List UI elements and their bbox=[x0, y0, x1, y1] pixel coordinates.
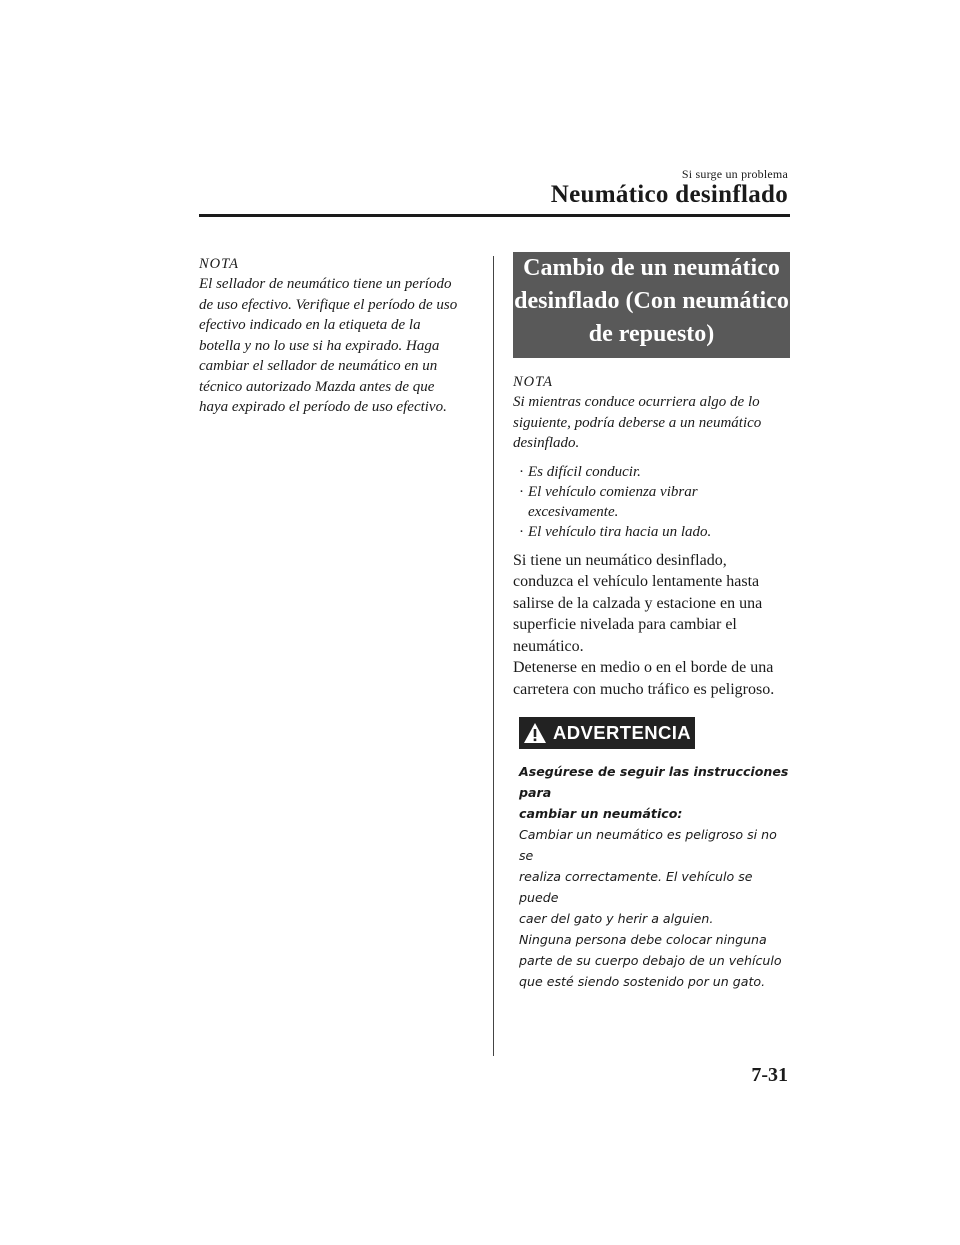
body-line: carretera con mucho tráfico es peligroso. bbox=[513, 681, 775, 699]
bullet-item bbox=[513, 522, 790, 542]
bullet-dot-icon: · bbox=[519, 463, 524, 480]
warning-label: ADVERTENCIA bbox=[553, 721, 692, 743]
warning-body bbox=[519, 761, 790, 992]
bullet-continuation bbox=[513, 502, 790, 522]
section-heading-line: Cambio de un neumático bbox=[523, 255, 780, 281]
body-line: neumático. bbox=[513, 637, 584, 655]
warning-triangle-icon bbox=[523, 722, 547, 744]
body-line: Detenerse en medio o en el borde de una bbox=[513, 659, 774, 677]
warning-text-line: realiza correctamente. El vehículo se puede bbox=[519, 868, 753, 905]
bullet-item bbox=[513, 482, 790, 502]
note-line: Si mientras conduce ocurriera algo de lo bbox=[513, 394, 760, 410]
body-line: superficie nivelada para cambiar el bbox=[513, 616, 737, 634]
body-line: Si tiene un neumático desinflado, bbox=[513, 551, 727, 569]
header-section-label: Si surge un problema bbox=[681, 167, 788, 181]
header-rule bbox=[199, 214, 790, 217]
bullet-text: excesivamente. bbox=[528, 503, 619, 520]
column-divider bbox=[493, 256, 494, 1056]
note-line: efectivo indicado en la etiqueta de la bbox=[199, 317, 421, 333]
note-line: siguiente, podría deberse a un neumático bbox=[513, 414, 762, 431]
header-title: Neumático desinflado bbox=[550, 181, 788, 208]
warning-text-line: Cambiar un neumático es peligroso si no se bbox=[519, 826, 777, 863]
bullet-list bbox=[513, 462, 790, 542]
left-column bbox=[199, 254, 479, 418]
bullet-text: El vehículo comienza vibrar bbox=[528, 483, 698, 500]
body-paragraph bbox=[513, 550, 790, 701]
warning-title-line: Asegúrese de seguir las instrucciones para bbox=[519, 763, 789, 800]
section-heading-line: de repuesto) bbox=[588, 321, 715, 347]
bullet-dot-icon: · bbox=[519, 523, 524, 540]
note-line: desinflado. bbox=[513, 435, 580, 451]
bullet-text: Es difícil conducir. bbox=[528, 463, 641, 480]
bullet-dot-icon: · bbox=[519, 483, 524, 500]
warning-text-line: Ninguna persona debe colocar ninguna bbox=[519, 931, 767, 947]
section-heading-line: desinflado (Con neumático bbox=[514, 288, 789, 314]
page-number: 7-31 bbox=[751, 1064, 788, 1086]
warning-text-line: que esté siendo sostenido por un gato. bbox=[519, 973, 766, 989]
bullet-item bbox=[513, 462, 790, 482]
bullet-text: El vehículo tira hacia un lado. bbox=[528, 523, 712, 540]
note-line: de uso efectivo. Verifique el período de uso bbox=[199, 296, 458, 313]
note-line: cambiar el sellador de neumático en un bbox=[199, 358, 438, 374]
note-line: El sellador de neumático tiene un período bbox=[199, 276, 452, 292]
section-heading bbox=[513, 252, 790, 358]
warning-title-line: cambiar un neumático: bbox=[519, 805, 683, 821]
right-column bbox=[513, 252, 790, 992]
body-line: conduzca el vehículo lentamente hasta bbox=[513, 573, 760, 591]
note-line: botella y no lo use si ha expirado. Haga bbox=[199, 337, 440, 354]
note-label: NOTA bbox=[199, 256, 239, 272]
body-line: salirse de la calzada y estacione en una bbox=[513, 594, 763, 612]
warning-block bbox=[519, 717, 790, 992]
warning-text-line: parte de su cuerpo debajo de un vehículo bbox=[519, 952, 782, 968]
note-label: NOTA bbox=[513, 374, 553, 390]
note-line: técnico autorizado Mazda antes de que bbox=[199, 378, 435, 395]
note-line: haya expirado el período de uso efectivo. bbox=[199, 399, 447, 415]
note-text bbox=[513, 392, 790, 454]
warning-badge bbox=[519, 717, 695, 749]
note-text bbox=[199, 274, 479, 418]
warning-text-line: caer del gato y herir a alguien. bbox=[519, 910, 714, 926]
